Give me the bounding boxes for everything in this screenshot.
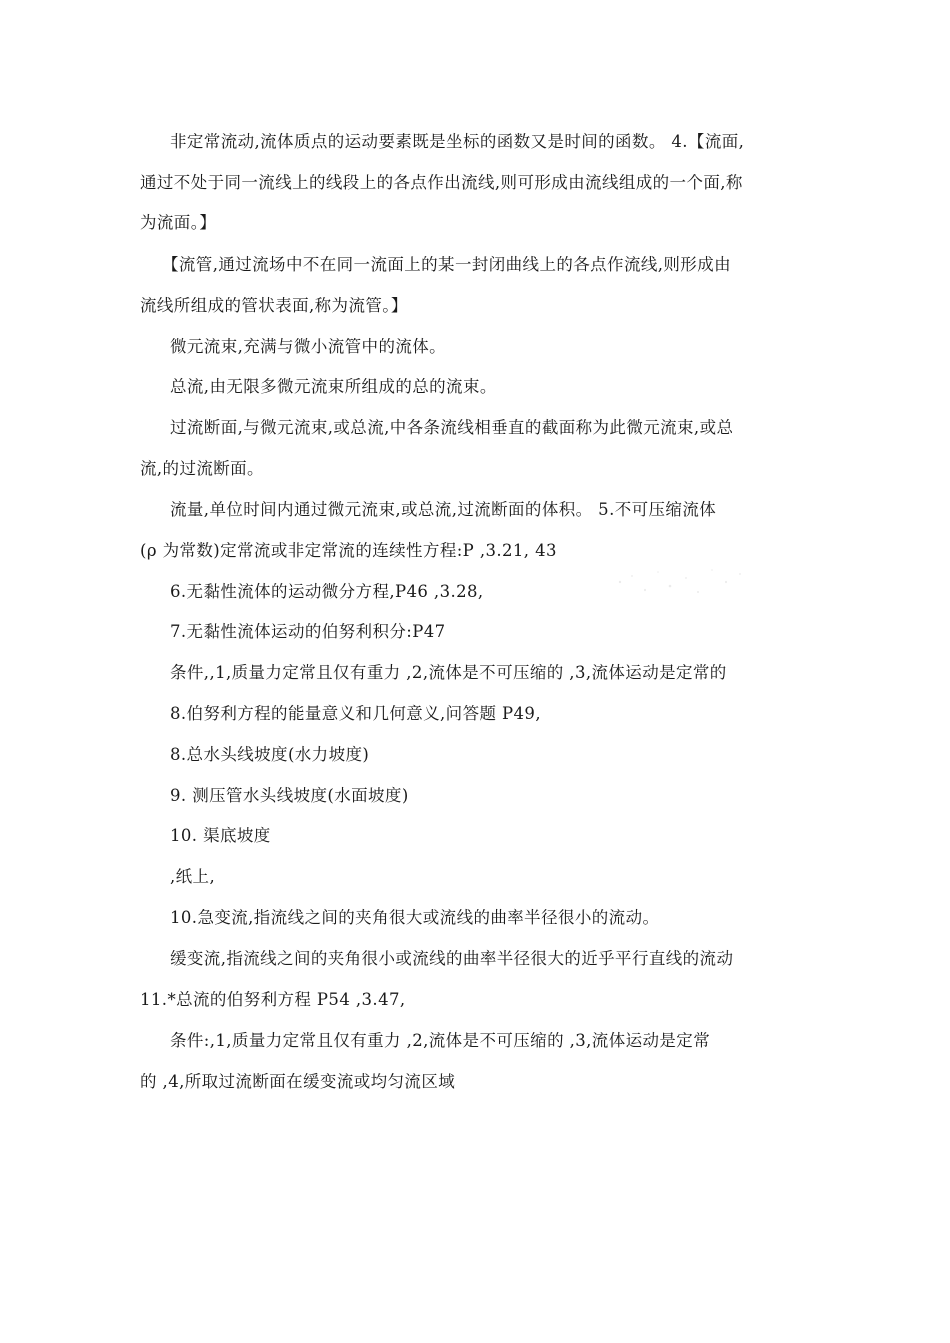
text-line: 10. 渠底坡度 [170, 826, 271, 845]
text-line: 的 ,4,所取过流断面在缓变流或均匀流区域 [140, 1072, 456, 1091]
text-line: 【流管,通过流场中不在同一流面上的某一封闭曲线上的各点作流线,则形成由 [162, 255, 731, 274]
text-line: 8.总水头线坡度(水力坡度) [170, 745, 370, 764]
text-line: 流线所组成的管状表面,称为流管。】 [140, 296, 408, 315]
text-line: 7.无黏性流体运动的伯努利积分:P47 [170, 622, 446, 641]
scan-smudge-decoration [600, 552, 760, 612]
text-line: 10.急变流,指流线之间的夹角很大或流线的曲率半径很小的流动。 [170, 908, 660, 927]
text-line: 为流面。】 [140, 213, 217, 232]
text-line: (ρ 为常数)定常流或非定常流的连续性方程:P ,3.21, 43 [140, 541, 557, 560]
text-line: ,纸上, [170, 867, 216, 886]
text-line: 8.伯努利方程的能量意义和几何意义,问答题 P49, [170, 704, 541, 723]
text-line: 6.无黏性流体的运动微分方程,P46 ,3.28, [170, 582, 484, 601]
text-line: 过流断面,与微元流束,或总流,中各条流线相垂直的截面称为此微元流束,或总 [170, 418, 734, 437]
text-line: 总流,由无限多微元流束所组成的总的流束。 [170, 377, 497, 396]
text-line: 条件,,1,质量力定常且仅有重力 ,2,流体是不可压缩的 ,3,流体运动是定常的 [170, 663, 727, 682]
text-line: 微元流束,充满与微小流管中的流体。 [170, 337, 447, 356]
text-line: 条件:,1,质量力定常且仅有重力 ,2,流体是不可压缩的 ,3,流体运动是定常 [170, 1031, 711, 1050]
text-line: 流量,单位时间内通过微元流束,或总流,过流断面的体积。 5.不可压缩流体 [170, 500, 717, 519]
text-line: 缓变流,指流线之间的夹角很小或流线的曲率半径很大的近乎平行直线的流动 [170, 949, 734, 968]
text-line: 通过不处于同一流线上的线段上的各点作出流线,则可形成由流线组成的一个面,称 [140, 173, 743, 192]
text-line: 流,的过流断面。 [140, 459, 264, 478]
text-line: 11.*总流的伯努利方程 P54 ,3.47, [140, 990, 406, 1009]
text-line: 非定常流动,流体质点的运动要素既是坐标的函数又是时间的函数。 4.【流面, [170, 132, 745, 151]
text-line: 9. 测压管水头线坡度(水面坡度) [170, 786, 409, 805]
